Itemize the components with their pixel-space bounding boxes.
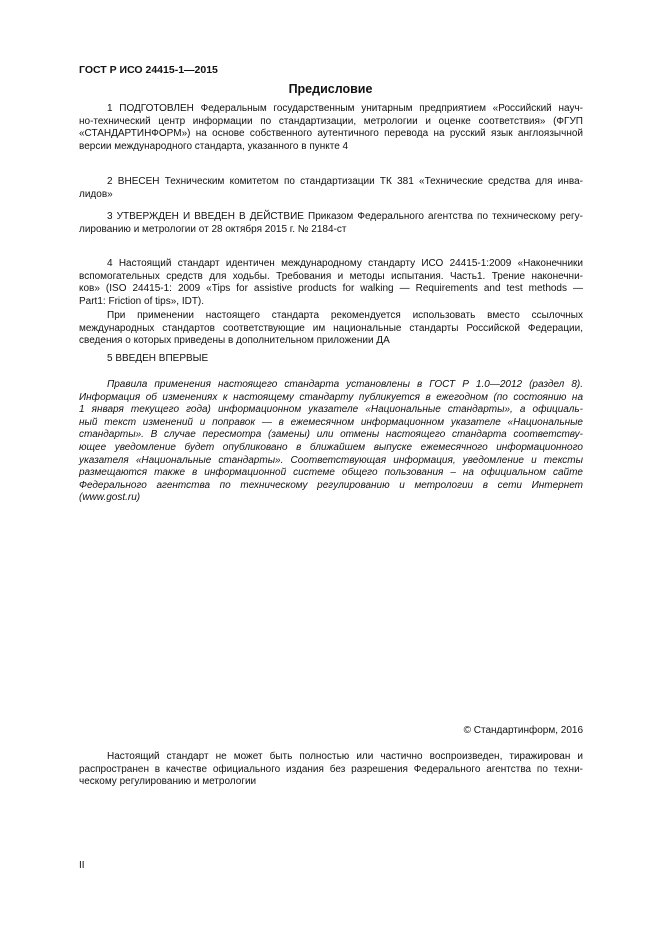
text-line: сведения о которых приведены в дополнительном приложении ДА: [79, 335, 390, 347]
text-line: указателя «Национальные стандарты». Соответствующая информация, уведомление и тексты: [79, 454, 583, 466]
text-line: Правила применения настоящего стандарта установлены в ГОСТ Р 1.0—2012 (раздел 8).: [107, 379, 583, 390]
paragraph-prepared-by: [79, 103, 583, 153]
paragraph-application-rules: [79, 379, 583, 505]
document-code-header: ГОСТ Р ИСО 24415-1—2015: [79, 64, 218, 76]
text-line: лидов»: [79, 188, 113, 200]
text-line: вспомогательных средств для ходьбы. Требования и методы испытания. Часть1. Трение наконечни-: [79, 270, 583, 282]
paragraph-reproduction-notice: [79, 751, 583, 789]
text-line: При применении настоящего стандарта рекомендуется использовать вместо ссылочных: [107, 310, 583, 321]
text-line: лированию и метрологии от 28 октября 2015 г. № 2184-ст: [79, 223, 347, 235]
text-line: Part1: Friction of tips», IDT).: [79, 295, 205, 307]
text-line: ный текст изменений и поправок — в ежемесячном информационном указателе «Национальные: [79, 416, 583, 428]
text-line: Информация об изменениях к настоящему стандарту публикуется в ежегодном (по состоянию на: [79, 391, 583, 403]
text-line: (www.gost.ru): [79, 492, 141, 504]
text-line: 4 Настоящий стандарт идентичен международному стандарту ИСО 24415-1:2009 «Наконечники: [107, 258, 583, 269]
text-line: 5 ВВЕДЕН ВПЕРВЫЕ: [107, 353, 209, 364]
text-line: 3 УТВЕРЖДЕН И ВВЕДЕН В ДЕЙСТВИЕ Приказом Федерального агентства по техническому регу-: [107, 211, 583, 222]
paragraph-introduced-first: [79, 353, 583, 366]
text-line: но-технический центр информации по стандартизации, метрологии и оценке соответствия» (ФГУП: [79, 115, 583, 127]
paragraph-approved: [79, 211, 583, 236]
text-line: Федерального агентства по техническому регулированию и метрологии в сети Интернет: [79, 479, 583, 491]
page-number: II: [79, 860, 85, 871]
text-line: стандарты». В случае пересмотра (замены) или отмены настоящего стандарта соответству-: [79, 429, 583, 441]
text-line: версии международного стандарта, указанного в пункте 4: [79, 140, 349, 152]
paragraph-submitted-by: [79, 176, 583, 201]
text-line: Настоящий стандарт не может быть полностью или частично воспроизведен, тиражирован и: [107, 751, 583, 762]
text-line: 2 ВНЕСЕН Техническим комитетом по стандартизации ТК 381 «Технические средства для инва-: [107, 176, 583, 187]
text-line: ющее уведомление будет опубликовано в ближайшем выпуске ежемесячного информационного: [79, 441, 583, 453]
section-title: Предисловие: [288, 82, 373, 96]
text-line: международных стандартов соответствующие им национальные стандарты Российской Федерации,: [79, 322, 583, 334]
text-line: размещаются также в информационной системе общего пользования – на официальном сайте: [79, 467, 583, 479]
copyright-line: © Стандартинформ, 2016: [463, 725, 583, 736]
text-line: ческому регулированию и метрологии: [79, 776, 257, 788]
text-line: 1 января текущего года) информационном указателе «Национальные стандарты», а официаль-: [79, 404, 583, 416]
paragraph-references-note: [79, 310, 583, 348]
paragraph-identical-standard: [79, 258, 583, 308]
text-line: распространен в качестве официального издания без разрешения Федерального агентства по техни-: [79, 763, 583, 775]
text-line: 1 ПОДГОТОВЛЕН Федеральным государственным унитарным предприятием «Российский науч-: [107, 103, 583, 114]
text-line: ков» (ISO 24415-1: 2009 «Tips for assistive products for walking — Requirements and test methods —: [79, 283, 583, 295]
text-line: «СТАНДАРТИНФОРМ») на основе собственного аутентичного перевода на русский язык англоязычной: [79, 128, 583, 140]
